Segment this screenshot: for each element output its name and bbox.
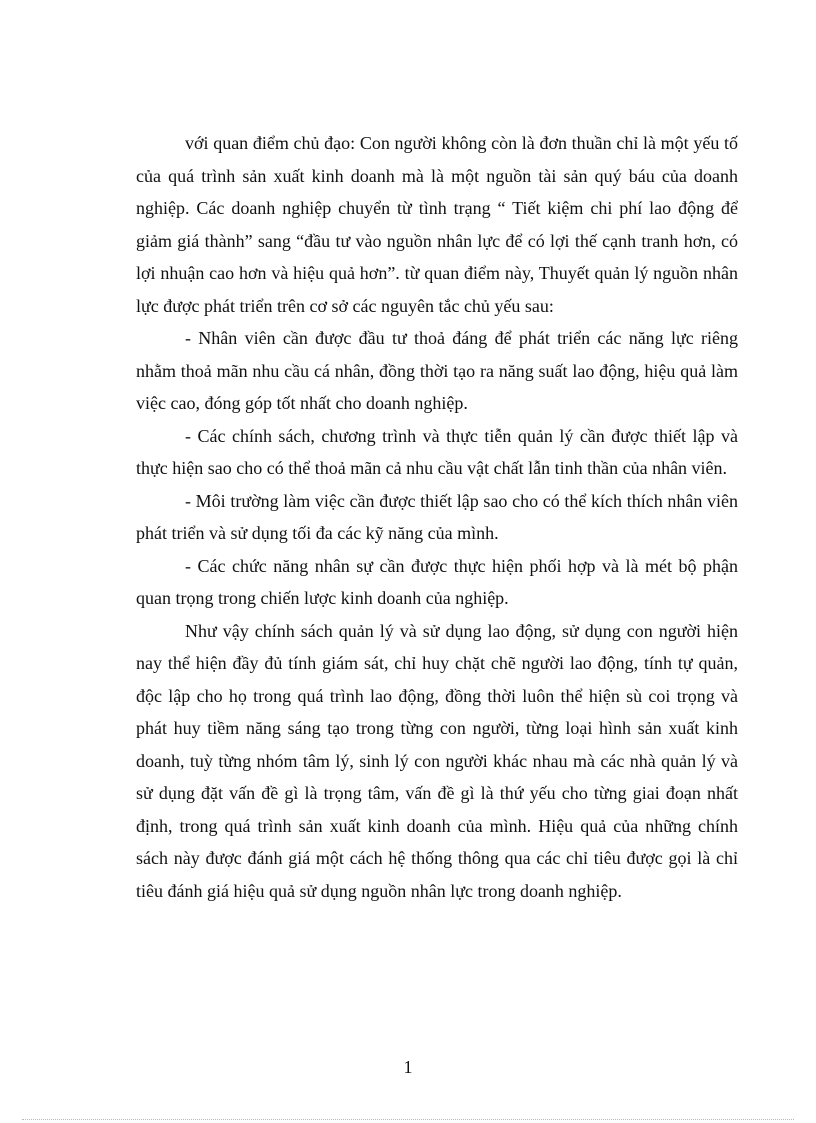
- paragraph-conclusion: Như vậy chính sách quản lý và sử dụng lao động, sử dụng con người hiện nay thể hiện đầy đủ tính giám sát, chỉ huy chặt chẽ người lao động, tính tự quản, độc lập cho họ trong quá trình lao động, đồng thời luôn thể hiện sù coi trọng và phát huy tiềm năng sáng tạo trong từng con người, từng loại hình sản xuất kinh doanh, tuỳ từng nhóm tâm lý, sinh lý con người khác nhau mà các nhà quản lý và sử dụng đặt vấn đề gì là trọng tâm, vấn đề gì là thứ yếu cho từng giai đoạn nhất định, trong quá trình sản xuất kinh doanh của mình. Hiệu quả của những chính sách này được đánh giá một cách hệ thống thông qua các chỉ tiêu được gọi là chỉ tiêu đánh giá hiệu quả sử dụng nguồn nhân lực trong doanh nghiệp.: [136, 620, 738, 901]
- page-number: 1: [403, 1057, 413, 1077]
- paragraph-intro: với quan điểm chủ đạo: Con người không còn là đơn thuần chỉ là một yếu tố của quá trình sản xuất kinh doanh mà là một nguồn tài sản quý báu của doanh nghiệp. Các doanh nghiệp chuyển từ tình trạng “ Tiết kiệm chi phí lao động để giảm giá thành” sang “đầu tư vào nguồn nhân lực để có lợi thế cạnh tranh hơn, có lợi nhuận cao hơn và hiệu quả hơn”. từ quan điểm này, Thuyết quản lý nguồn nhân lực được phát triển trên cơ sở các nguyên tắc chủ yếu sau:: [136, 133, 738, 316]
- paragraph-principle-2: - Các chính sách, chương trình và thực tiễn quản lý cần được thiết lập và thực hiện sao cho có thể thoả mãn cả nhu cầu vật chất lẫn tinh thần của nhân viên.: [136, 425, 738, 478]
- paragraph-principle-1: - Nhân viên cần được đầu tư thoả đáng để phát triển các năng lực riêng nhằm thoả mãn nhu cầu cá nhân, đồng thời tạo ra năng suất lao động, hiệu quả làm việc cao, đóng góp tốt nhất cho doanh nghiệp.: [136, 328, 738, 413]
- paragraph-principle-4: - Các chức năng nhân sự cần được thực hiện phối hợp và là mét bộ phận quan trọng trong chiến lược kinh doanh của nghiệp.: [136, 555, 738, 608]
- page-bottom-divider: [22, 1119, 794, 1120]
- body-text: [136, 127, 738, 907]
- paragraph-principle-3: - Môi trường làm việc cần được thiết lập sao cho có thể kích thích nhân viên phát triển và sử dụng tối đa các kỹ năng của mình.: [136, 490, 738, 543]
